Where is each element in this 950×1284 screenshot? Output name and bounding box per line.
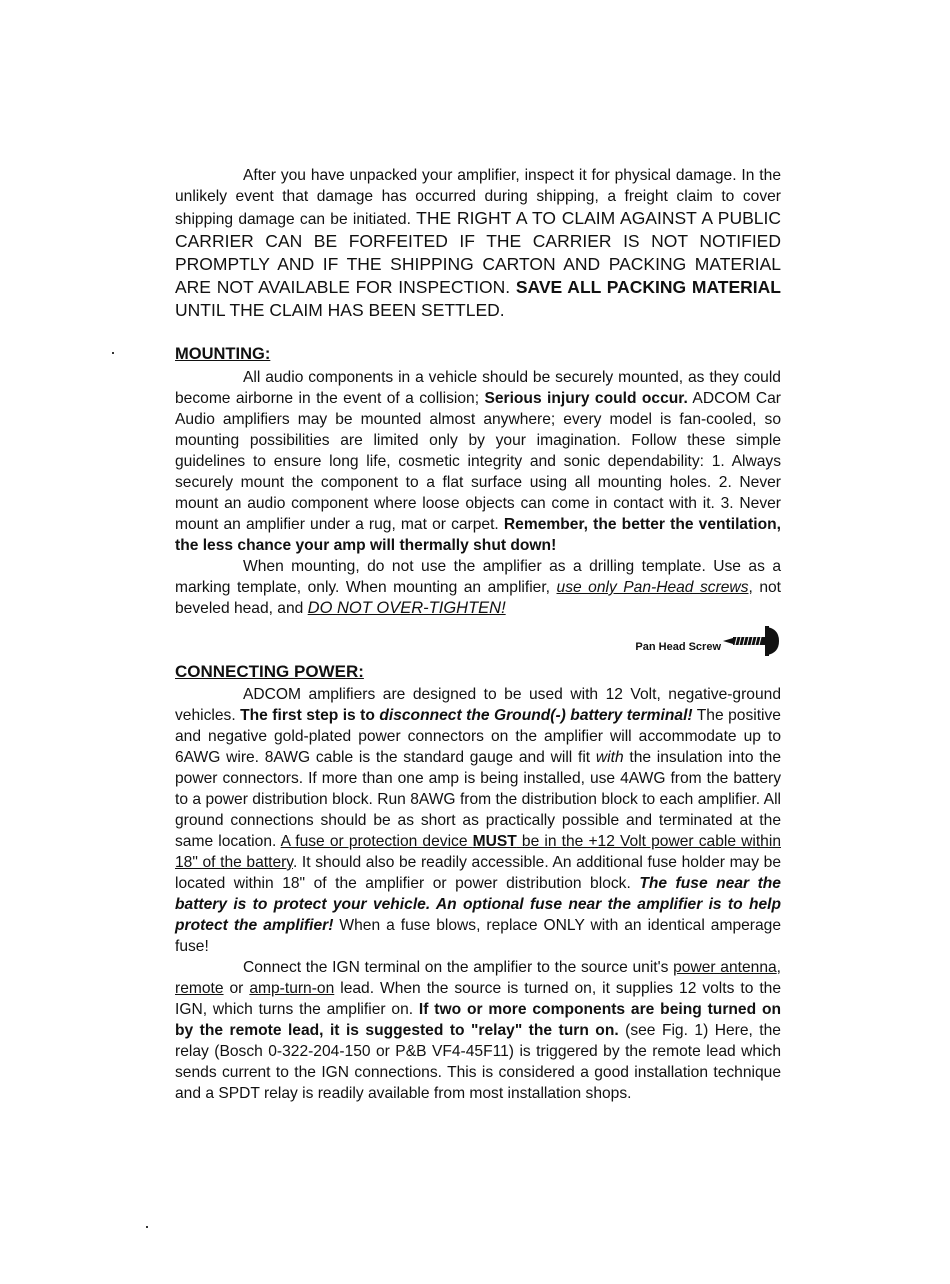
ign-text-1: Connect the IGN terminal on the amplifier to the source unit's — [243, 959, 674, 976]
mounting-paragraph-1 — [175, 367, 781, 556]
intro-save-packing: SAVE ALL PACKING MATERIAL — [515, 277, 781, 297]
fuse-purpose-note: The fuse near the battery is to protect your vehicle. An optional fuse near the amplifier is to help protect the amplifier! — [175, 875, 781, 934]
fuse-requirement-2: be in the +12 Volt power cable within 18" of the battery — [175, 833, 781, 871]
pan-head-screw-label: Pan Head Screw — [635, 641, 721, 653]
mounting-injury-warning: Serious injury could occur. — [484, 390, 688, 407]
fuse-must: MUST — [472, 833, 517, 850]
document-page — [175, 165, 781, 1104]
over-tighten-warning: DO NOT OVER-TIGHTEN! — [307, 599, 506, 617]
remote-term: remote — [175, 980, 224, 997]
intro-until-settled: UNTIL THE CLAIM HAS BEEN SETTLED. — [175, 300, 505, 320]
intro-caps-warning: THE RIGHT A TO CLAIM AGAINST A PUBLIC CARRIER CAN BE FORFEITED IF THE CARRIER IS NOT NOTIFIED PROMPTLY AND IF THE SHIPPING CARTON AND PACKING MATERIAL ARE NOT AVAILABLE FOR INSPECTION. — [175, 208, 782, 297]
with-emphasis: with — [595, 749, 624, 766]
power-text-1: ADCOM amplifiers are designed to be used with 12 Volt, negative-ground vehicles. — [175, 686, 781, 724]
relay-suggestion: If two or more components are being turned on by the remote lead, it is suggested to "relay" the turn on. — [175, 1001, 781, 1039]
ign-text-3: (see Fig. 1) Here, the relay (Bosch 0-322-204-150 or P&B VF4-45F11) is triggered by the remote lead which sends current to the IGN connections. This is considered a good installation technique and a SPDT relay is readily available from most installation shops. — [175, 1022, 781, 1102]
intro-paragraph — [175, 165, 781, 322]
power-text-3: the insulation into the power connectors. If more than one amp is being installed, use 4AWG from the battery to a power distribution block. Run 8AWG from the distribution block to each amplifier. All ground connections should be as short as practically possible and terminated at the same location. — [175, 749, 781, 850]
beveled-head-text: , not beveled head, and — [175, 579, 782, 617]
scan-speck — [146, 1226, 148, 1228]
mounting-template-text: When mounting, do not use the amplifier as a drilling template. Use as a marking template, only. When mounting an amplifier, — [175, 558, 781, 596]
screw-icon — [721, 623, 781, 665]
mounting-paragraph-2 — [175, 556, 781, 619]
power-text-2: The positive and negative gold-plated power connectors on the amplifier will accommodate up to 6AWG wire. 8AWG cable is the standard gauge and will fit — [175, 707, 781, 766]
connecting-power-heading: CONNECTING POWER: — [175, 662, 364, 681]
ign-or: or — [223, 980, 250, 997]
disconnect-ground-warning: disconnect the Ground(-) battery terminal! — [379, 707, 693, 724]
mounting-heading: MOUNTING: — [175, 345, 271, 363]
power-paragraph-1 — [175, 684, 781, 957]
pan-head-screws-note: use only Pan-Head screws — [556, 579, 749, 596]
ign-text-2: lead. When the source is turned on, it supplies 12 volts to the IGN, which turns the amplifier on. — [175, 980, 781, 1018]
power-antenna-term: power antenna — [673, 959, 777, 976]
intro-text: After you have unpacked your amplifier, inspect it for physical damage. In the unlikely event that damage has occurred during shipping, a freight claim to cover shipping damage can be initiated. — [175, 167, 781, 228]
mounting-text-1: All audio components in a vehicle should be securely mounted, as they could become airborne in the event of a collision; — [175, 369, 781, 407]
amp-turn-on-term: amp-turn-on — [249, 980, 335, 997]
ign-separator: , — [776, 959, 782, 976]
power-text-5: When a fuse blows, replace ONLY with an identical amperage fuse! — [175, 917, 781, 955]
mounting-text-2: ADCOM Car Audio amplifiers may be mounted almost anywhere; every model is fan-cooled, so mounting possibilities are limited only by your imagination. Follow these simple guidelines to ensure long life, cosmetic integrity and sonic dependability: 1. Always securely mount the component to a flat surface using all mounting holes. 2. Never mount an audio component where loose objects can come in contact with it. 3. Never mount an amplifier under a rug, mat or carpet. — [175, 390, 781, 533]
fuse-requirement-1: A fuse or protection device — [280, 833, 473, 850]
first-step-text: The first step is to — [240, 707, 380, 724]
scan-speck — [112, 352, 114, 354]
pan-head-screw-figure — [175, 623, 781, 659]
power-text-4: . It should also be readily accessible. An additional fuse holder may be located within 18" of the amplifier or power distribution block. — [175, 854, 781, 892]
power-paragraph-2 — [175, 957, 781, 1104]
mounting-ventilation-note: Remember, the better the ventilation, the less chance your amp will thermally shut down! — [175, 516, 781, 554]
